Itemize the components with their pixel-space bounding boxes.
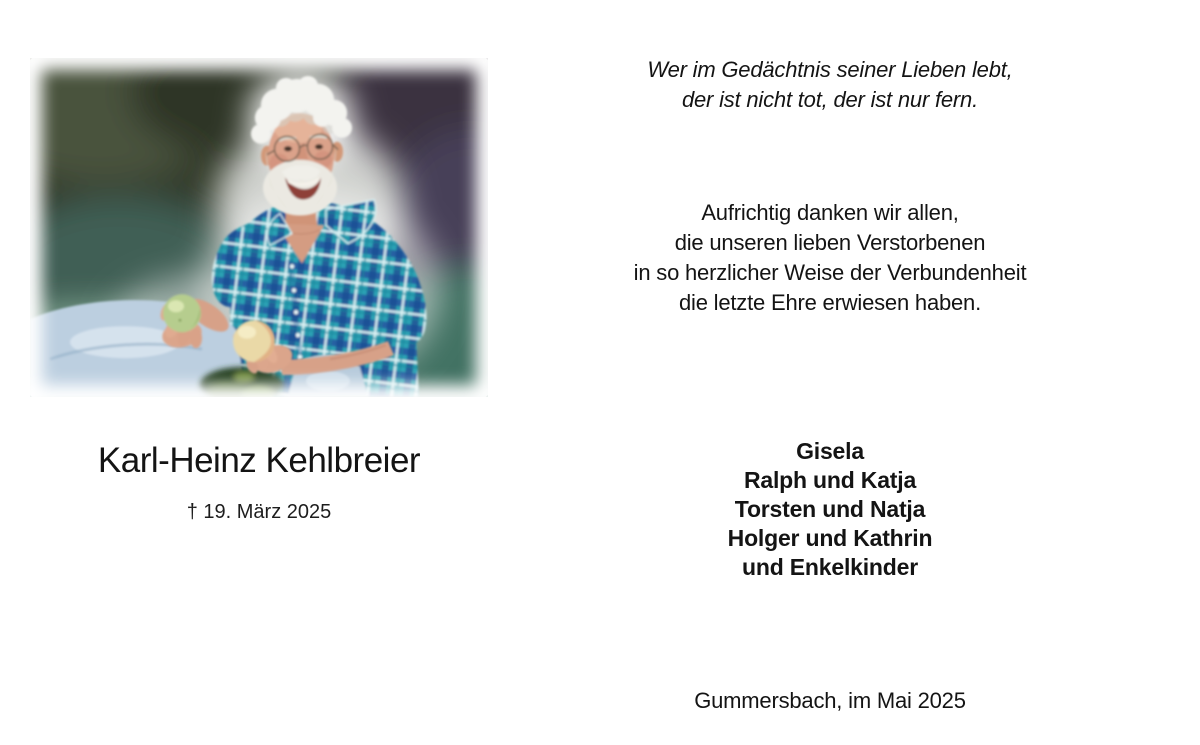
acknowledgement-text xyxy=(600,198,1060,318)
quote-line: Wer im Gedächtnis seiner Lieben lebt, xyxy=(647,57,1013,82)
death-date: † 19. März 2025 xyxy=(186,501,332,523)
mourner-name: Ralph und Katja xyxy=(743,467,917,493)
acknowledgement-line: die unseren lieben Verstorbenen xyxy=(674,230,986,255)
mourner-name: Gisela xyxy=(796,438,864,464)
acknowledgement-line: die letzte Ehre erwiesen haben. xyxy=(679,290,981,315)
quote-line: der ist nicht tot, der ist nur fern. xyxy=(681,87,979,112)
portrait-photo-illustration xyxy=(30,58,488,397)
acknowledgement-line: Aufrichtig danken wir allen, xyxy=(701,200,959,225)
mourner-name: und Enkelkinder xyxy=(742,554,918,580)
memorial-quote xyxy=(600,55,1060,115)
portrait-photo xyxy=(30,58,488,397)
text-column xyxy=(600,0,1060,745)
acknowledgement-line: in so herzlicher Weise der Verbundenheit xyxy=(633,260,1027,285)
mourners-list xyxy=(600,437,1060,582)
mourner-name: Holger und Kathrin xyxy=(727,525,933,551)
mourner-name: Torsten und Natja xyxy=(734,496,926,522)
place-date: Gummersbach, im Mai 2025 xyxy=(694,688,966,713)
deceased-name: Karl-Heinz Kehlbreier xyxy=(97,441,421,480)
